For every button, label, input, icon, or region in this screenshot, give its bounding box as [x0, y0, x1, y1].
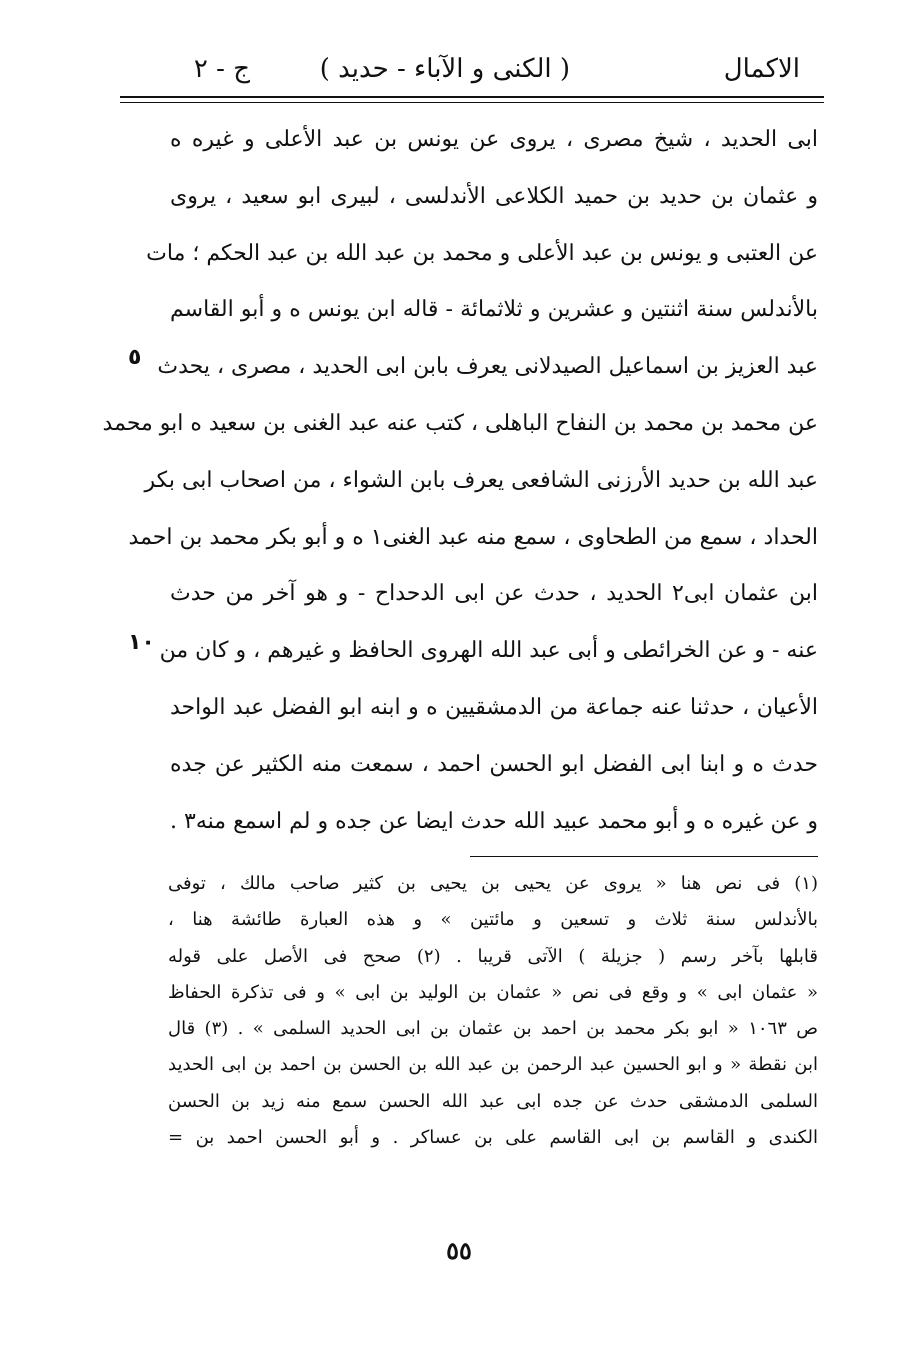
- text-line: حدث ه و ابنا ابى الفضل ابو الحسن احمد ، سمعت منه الكثير عن جده: [170, 751, 818, 777]
- page-number: ٥٥: [446, 1236, 472, 1265]
- text-line: و عثمان بن حديد بن حميد الكلاعى الأندلسى ، لبيرى ابو سعيد ، يروى: [170, 183, 818, 209]
- text-line: الأعيان ، حدثنا عنه جماعة من الدمشقيين ه و ابنه ابو الفضل عبد الواحد: [170, 694, 818, 720]
- footnote-line: « عثمان ابى » و وقع فى نص « عثمان بن الوليد بن ابى » و فى تذكرة الحفاظ: [168, 981, 818, 1003]
- text-line: عنه - و عن الخرائطى و أبى عبد الله الهروى الحافظ و غيرهم ، و كان من: [159, 638, 818, 664]
- text-line: بالأندلس سنة اثنتين و عشرين و ثلاثمائة - قاله ابن يونس ه و أبو القاسم: [170, 297, 818, 323]
- line-number-10: ١٠: [128, 630, 155, 655]
- text-line: ابن عثمان ابى٢ الحديد ، حدث عن ابى الدحداح - و هو آخر من حدث: [170, 581, 818, 607]
- footnote-line: السلمى الدمشقى حدث عن جده ابى عبد الله الحسن سمع منه زيد بن الحسن: [168, 1090, 818, 1112]
- text-line: و عن غيره ه و أبو محمد عبيد الله حدث ايضا عن جده و لم اسمع منه٣ .: [170, 808, 818, 834]
- running-header: [130, 44, 800, 94]
- header-rule-thick: [120, 96, 824, 98]
- footnote-line: الكندى و القاسم بن ابى القاسم على بن عساكر . و أبو الحسن احمد بن =: [168, 1127, 818, 1149]
- footnotes: [168, 866, 818, 1156]
- header-volume: ج - ٢: [193, 54, 250, 84]
- footnote-line: ص ١٠٦٣ « ابو بكر محمد بن احمد بن عثمان بن ابى الحديد السلمى » . (٣) قال: [168, 1018, 818, 1040]
- header-book-title: الاكمال: [723, 54, 800, 84]
- header-rule-thin: [120, 102, 824, 103]
- footnote-line: ابن نقطة « و ابو الحسين عبد الرحمن بن عبد الله بن الحسن بن احمد بن ابى الحديد: [168, 1054, 818, 1076]
- text-line: عن محمد بن محمد بن النفاح الباهلى ، كتب عنه عبد الغنى بن سعيد ه ابو محمد: [102, 410, 818, 436]
- text-line: عبد العزيز بن اسماعيل الصيدلانى يعرف بابن ابى الحديد ، مصرى ، يحدث: [157, 354, 818, 380]
- footnote-separator: [470, 856, 818, 857]
- footnote-line: (١) فى نص هنا « يروى عن يحيى بن يحيى بن كثير صاحب مالك ، توفى: [168, 873, 818, 894]
- line-number-5: ٥: [128, 345, 142, 370]
- header-section-title: ( الكنى و الآباء - حديد ): [319, 54, 570, 84]
- text-line: ابى الحديد ، شيخ مصرى ، يروى عن يونس بن عبد الأعلى و غيره ه: [170, 127, 818, 152]
- text-line: عبد الله بن حديد الأرزنى الشافعى يعرف بابن الشواء ، من اصحاب ابى بكر: [144, 467, 818, 493]
- footnote-line: بالأندلس سنة ثلاث و تسعين و مائتين » و هذه العبارة طائشة هنا ،: [168, 909, 818, 931]
- footnote-line: قابلها بآخر رسم ( جزيلة ) الآتى قريبا . (٢) صحح فى الأصل على قوله: [168, 945, 819, 967]
- text-line: عن العتبى و يونس بن عبد الأعلى و محمد بن عبد الله بن عبد الحكم ؛ مات: [146, 240, 818, 266]
- text-line: الحداد ، سمع من الطحاوى ، سمع منه عبد الغنى١ ه و أبو بكر محمد بن احمد: [128, 524, 818, 550]
